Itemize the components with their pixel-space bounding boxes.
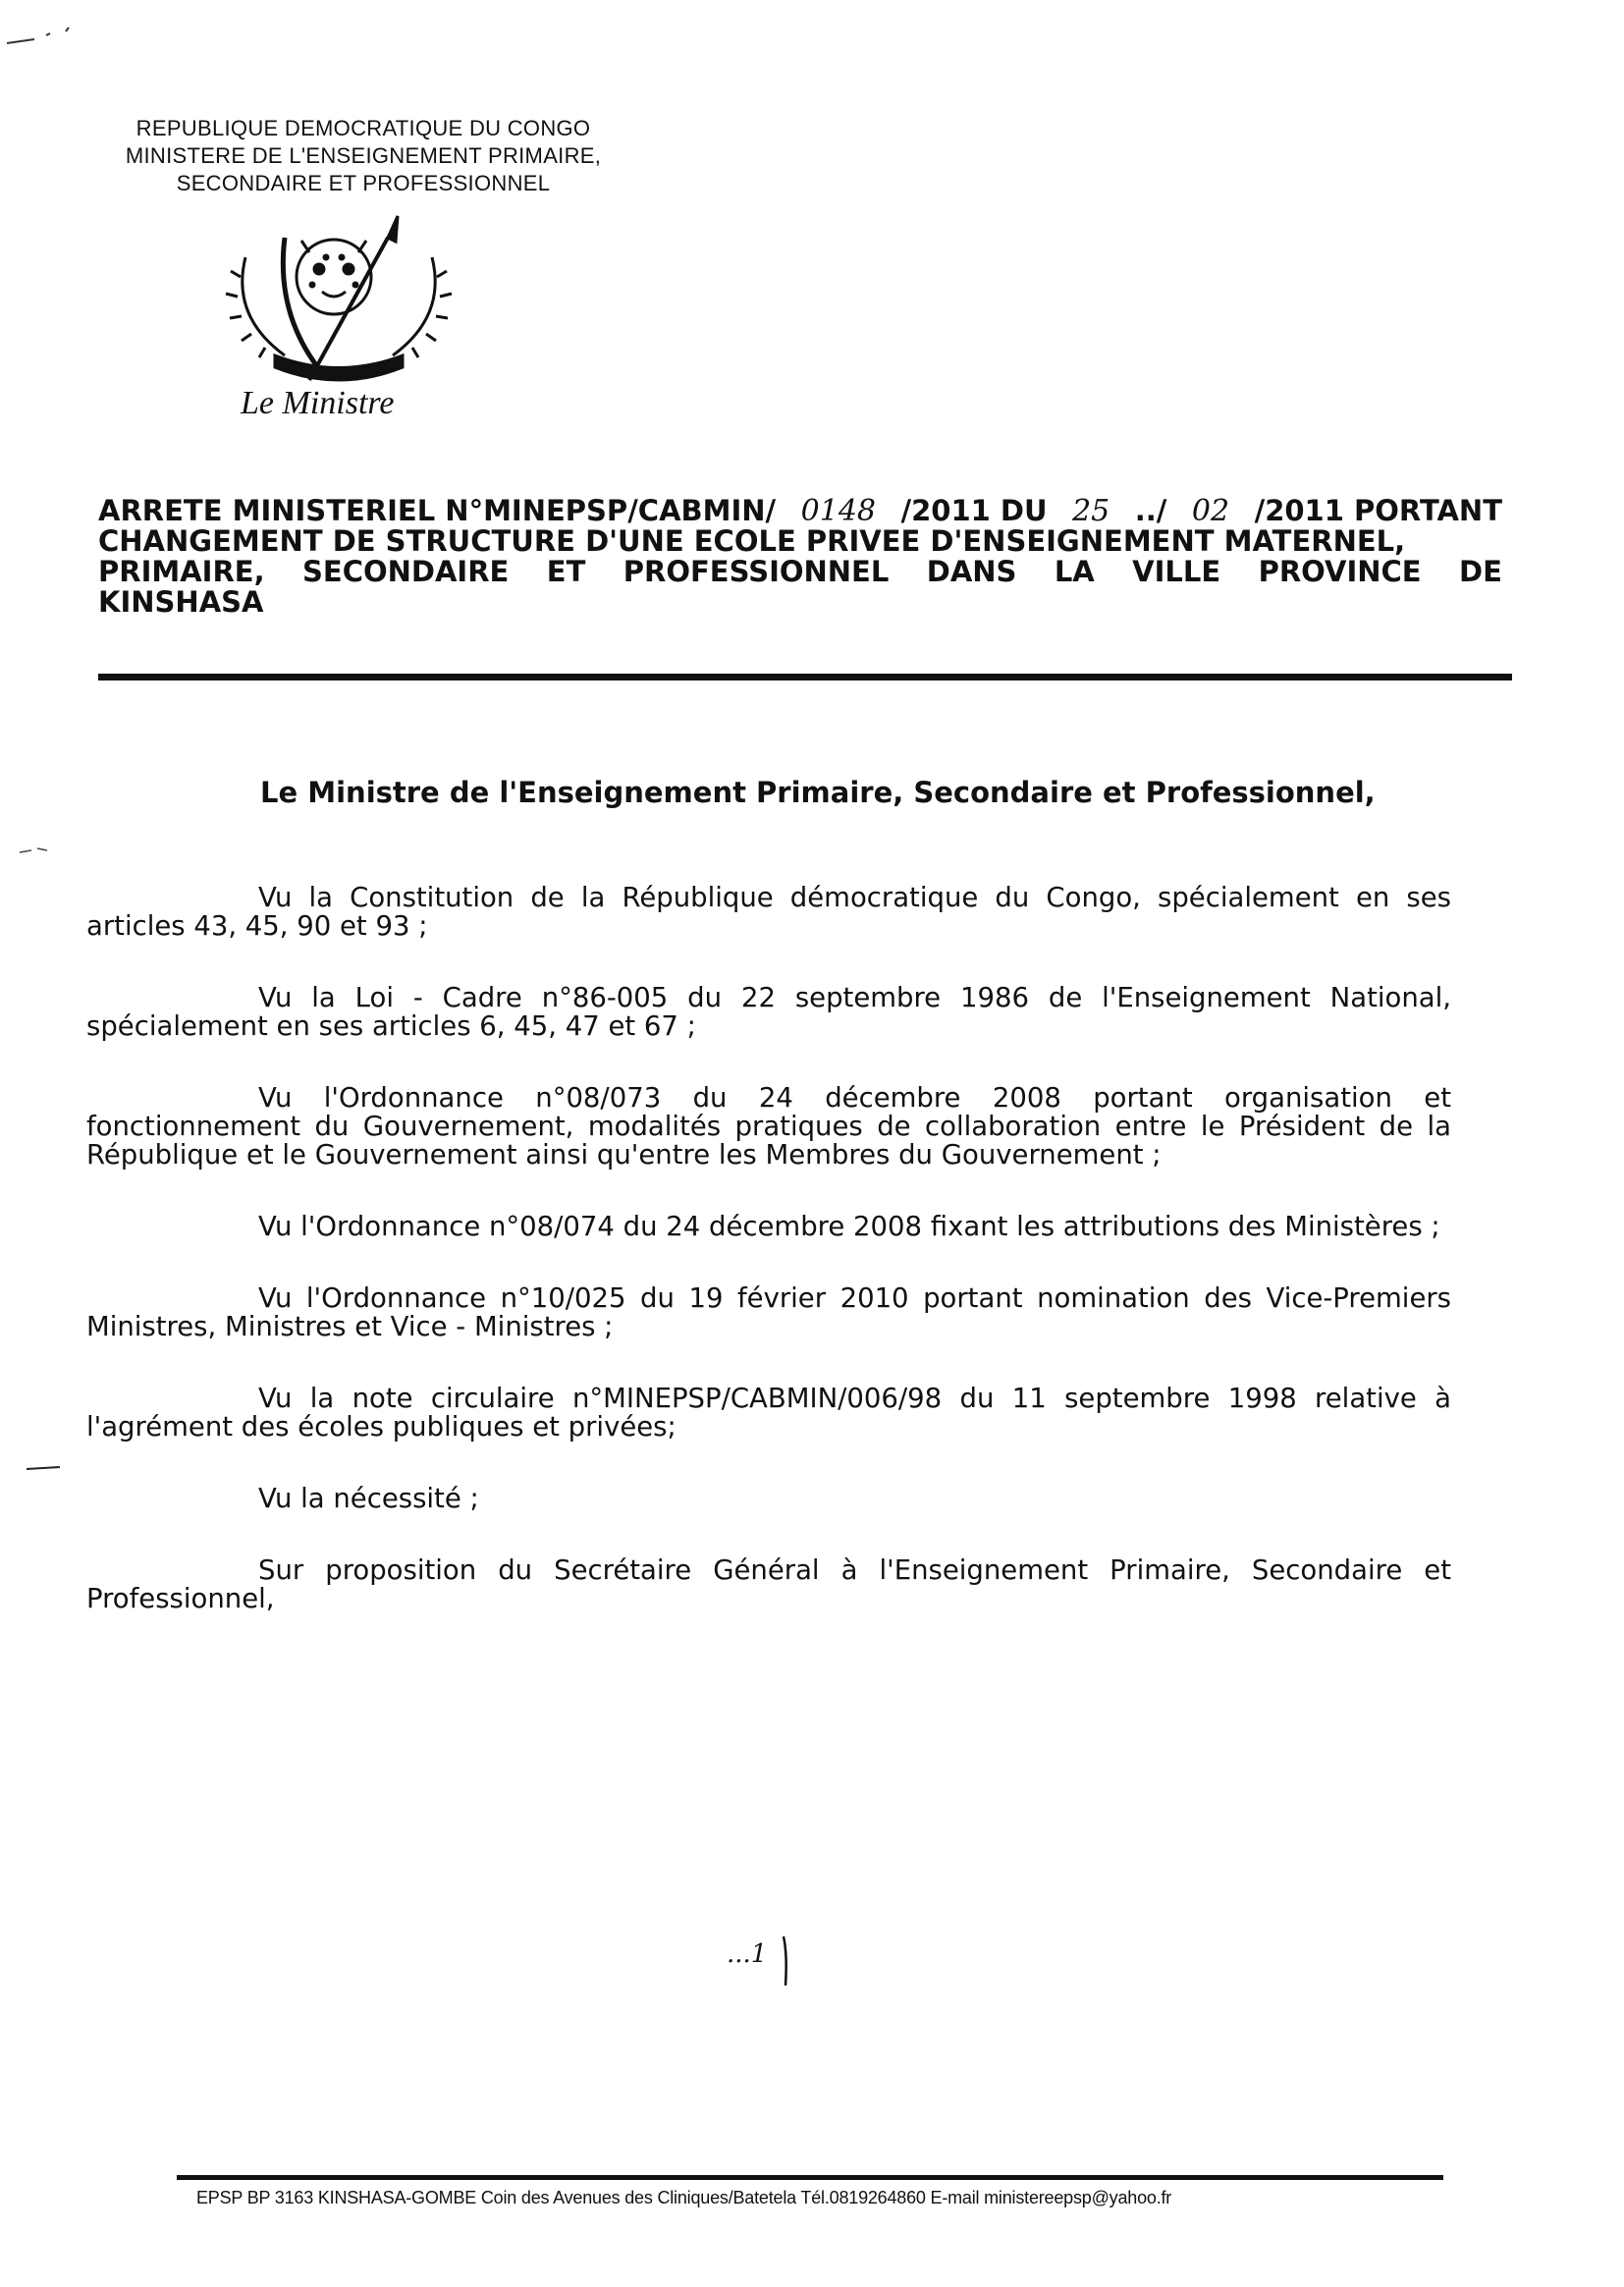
coat-of-arms-emblem [216,208,461,395]
page-marker-handwritten [727,1925,805,1993]
scan-artifact-mark [5,22,83,51]
title-line-2 [98,526,1502,557]
title-line-3 [98,557,1502,587]
paragraph-note-circulaire: Vu la note circulaire n°MINEPSP/CABMIN/006/98 du 11 septembre 1998 relative à l'agrément des écoles publiques et privées; [86,1383,1451,1443]
page-marker-text: ...1 [727,1939,768,1969]
preamble: Le Ministre de l'Enseignement Primaire, Secondaire et Professionnel, [260,776,1376,809]
paragraph-ordonnance-073: Vu l'Ordonnance n°08/073 du 24 décembre 2008 portant organisation et fonctionnement du Gouvernement, modalités pratiques de collaboration entre le Président de la République et le Gouvernement ainsi qu'entre les Membres du Gouvernement ; [86,1082,1451,1171]
scan-artifact-mark [25,1461,64,1476]
title-line-1 [98,496,1502,526]
paragraph-ordonnance-074: Vu l'Ordonnance n°08/074 du 24 décembre 2008 fixant les attributions des Ministères ; [258,1211,1440,1242]
decree-month-handwritten: 02 [1191,494,1230,528]
document-body [86,884,1451,1657]
title-word: SECONDAIRE [302,555,510,588]
paragraph-proposition: Sur proposition du Secrétaire Général à l'Enseignement Primaire, Secondaire et Professionnel, [86,1554,1451,1614]
title-divider [98,674,1512,681]
title-word: PROVINCE [1258,555,1422,588]
scan-artifact-mark [18,843,57,857]
header-country: REPUBLIQUE DEMOCRATIQUE DU CONGO [135,116,591,140]
title-word: VILLE [1132,555,1221,588]
header-ministry-cont: SECONDAIRE ET PROFESSIONNEL [176,171,551,195]
title-part-2: /2011 DU [900,494,1048,527]
title-word: ET [546,555,586,588]
title-word: DANS [926,555,1017,588]
decree-title [98,496,1502,618]
title-word: PRIMAIRE, [98,555,265,588]
title-word: PROFESSIONNEL [623,555,890,588]
minister-signature-title: Le Ministre [241,385,395,421]
title-line-4 [98,587,1502,618]
footer-divider [177,2175,1443,2180]
title-line-4-text: KINSHASA [98,585,264,619]
header-ministry: MINISTERE DE L'ENSEIGNEMENT PRIMAIRE, [125,143,602,168]
title-part-1: ARRETE MINISTERIEL N°MINEPSP/CABMIN/ [98,494,777,527]
decree-day-handwritten: 25 [1072,494,1110,528]
footer-address: EPSP BP 3163 KINSHASA-GOMBE Coin des Avenues des Cliniques/Batetela Tél.0819264860 E-mail ministereepsp@yahoo.fr [196,2188,1172,2207]
paragraph-loi-cadre: Vu la Loi - Cadre n°86-005 du 22 septembre 1986 de l'Enseignement National, spécialement en ses articles 6, 45, 47 et 67 ; [86,982,1451,1042]
title-line-2-text: CHANGEMENT DE STRUCTURE D'UNE ECOLE PRIVEE D'ENSEIGNEMENT MATERNEL, [98,524,1406,558]
title-word: DE [1459,555,1502,588]
title-part-3: ../ [1134,494,1167,527]
paragraph-necessite: Vu la nécessité ; [258,1483,479,1514]
paragraph-constitution: Vu la Constitution de la République démocratique du Congo, spécialement en ses articles 43, 45, 90 et 93 ; [86,882,1451,942]
title-word: LA [1054,555,1095,588]
decree-number-handwritten: 0148 [800,494,876,528]
title-part-4: /2011 PORTANT [1254,494,1502,527]
paragraph-ordonnance-025: Vu l'Ordonnance n°10/025 du 19 février 2010 portant nomination des Vice-Premiers Ministres, Ministres et Vice - Ministres ; [86,1282,1451,1342]
